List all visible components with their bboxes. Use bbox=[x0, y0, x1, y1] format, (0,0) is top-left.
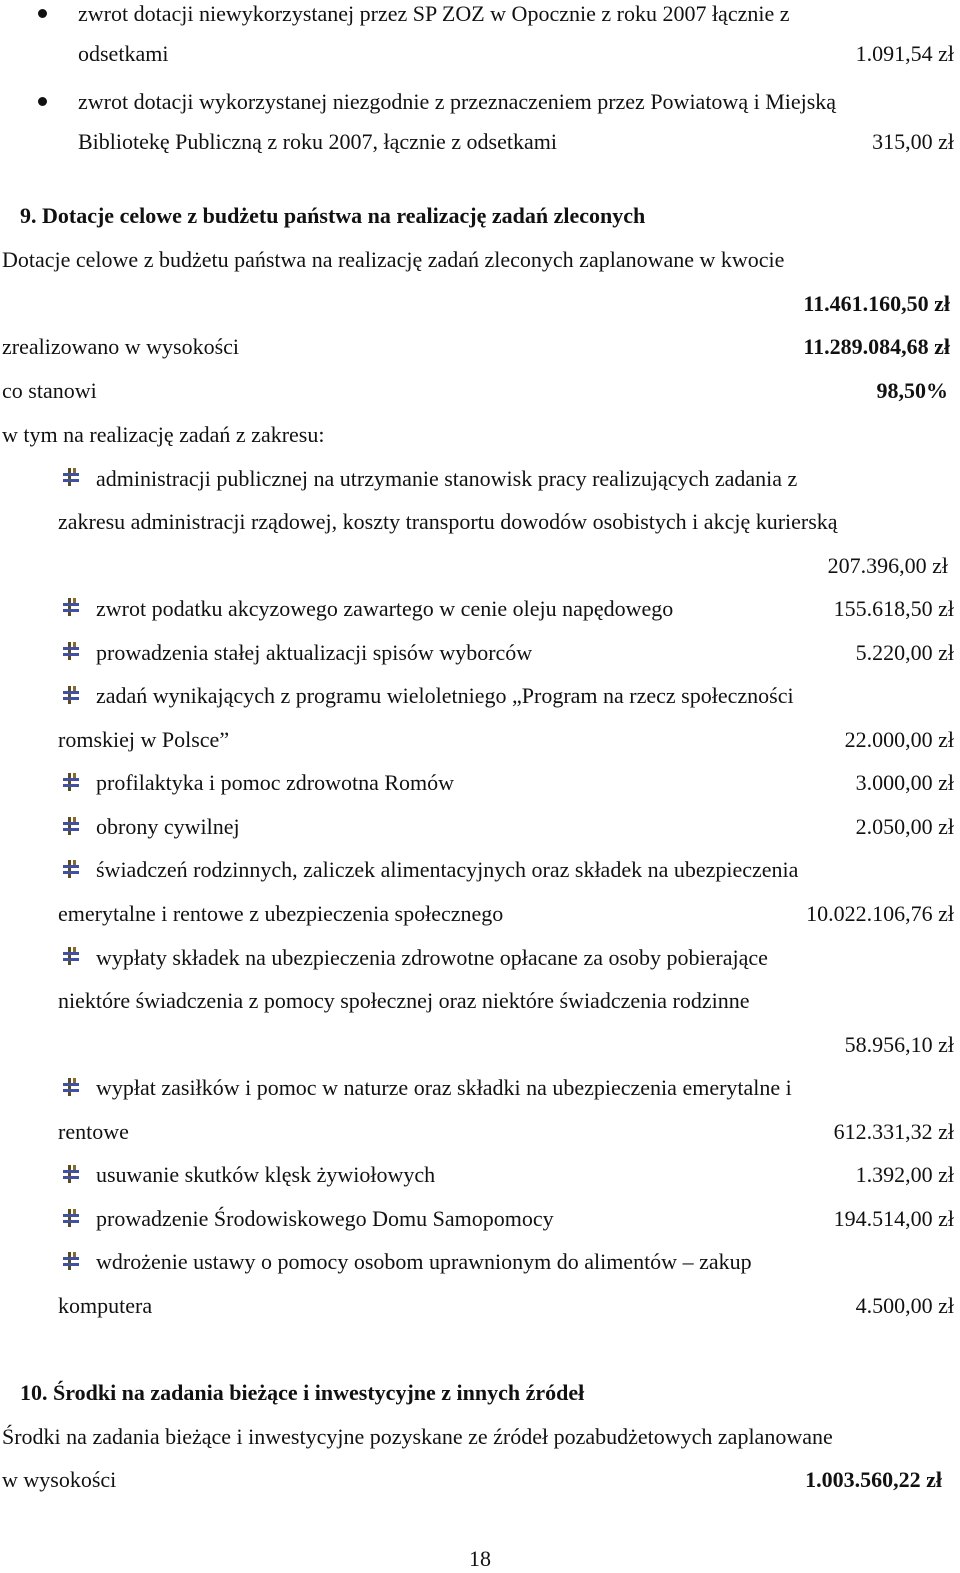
list-item-text: wypłaty składek na ubezpieczenia zdrowotne opłacane za osoby pobierające bbox=[96, 945, 768, 970]
list-bullet-icon bbox=[60, 860, 80, 878]
list-item-text: profilaktyka i pomoc zdrowotna Romów bbox=[96, 770, 455, 795]
bullet-dot bbox=[38, 97, 47, 106]
bullet-text: Bibliotekę Publiczną z roku 2007, łącznie z odsetkami bbox=[78, 129, 557, 154]
bullet-dot bbox=[38, 9, 47, 18]
list-item-text: romskiej w Polsce” bbox=[58, 727, 230, 752]
section-heading: 9. Dotacje celowe z budżetu państwa na realizację zadań zleconych bbox=[20, 203, 646, 228]
list-item-amount: 1.392,00 zł bbox=[855, 1162, 954, 1187]
ratio-label: co stanowi bbox=[2, 378, 97, 403]
list-bullet-icon bbox=[60, 1209, 80, 1227]
bullet-text: odsetkami bbox=[78, 41, 169, 66]
list-item-text: wypłat zasiłków i pomoc w naturze oraz składki na ubezpieczenia emerytalne i bbox=[96, 1075, 792, 1100]
realized-label: zrealizowano w wysokości bbox=[2, 334, 240, 359]
section10-amount: 1.003.560,22 zł bbox=[805, 1467, 942, 1492]
bullet-text: zwrot dotacji wykorzystanej niezgodnie z przeznaczeniem przez Powiatową i Miejską bbox=[78, 89, 837, 114]
list-item-amount: 207.396,00 zł bbox=[827, 553, 948, 578]
list-item-text: obrony cywilnej bbox=[96, 814, 240, 839]
list-item-text: zwrot podatku akcyzowego zawartego w cenie oleju napędowego bbox=[96, 596, 674, 621]
list-item-text: wdrożenie ustawy o pomocy osobom uprawnionym do alimentów – zakup bbox=[96, 1249, 752, 1274]
list-item-text: rentowe bbox=[58, 1119, 129, 1144]
list-bullet-icon bbox=[60, 468, 80, 486]
list-item-amount: 3.000,00 zł bbox=[855, 770, 954, 795]
list-item-text: zadań wynikających z programu wieloletniego „Program na rzecz społeczności bbox=[96, 683, 794, 708]
list-item-amount: 2.050,00 zł bbox=[855, 814, 954, 839]
list-item-text: prowadzenie Środowiskowego Domu Samopomocy bbox=[96, 1206, 554, 1231]
planned-text: Dotacje celowe z budżetu państwa na realizację zadań zleconych zaplanowane w kwocie bbox=[2, 247, 785, 272]
list-item-amount: 22.000,00 zł bbox=[844, 727, 954, 752]
list-item-amount: 4.500,00 zł bbox=[855, 1293, 954, 1318]
list-item-text: komputera bbox=[58, 1293, 153, 1318]
list-item-text: usuwanie skutków klęsk żywiołowych bbox=[96, 1162, 436, 1187]
list-item-amount: 155.618,50 zł bbox=[833, 596, 954, 621]
list-item-text: emerytalne i rentowe z ubezpieczenia społecznego bbox=[58, 901, 504, 926]
planned-amount: 11.461.160,50 zł bbox=[803, 291, 950, 316]
realized-amount: 11.289.084,68 zł bbox=[803, 334, 950, 359]
section10-text: Środki na zadania bieżące i inwestycyjne pozyskane ze źródeł pozabudżetowych zaplanowane bbox=[2, 1424, 833, 1449]
list-item-text: administracji publicznej na utrzymanie stanowisk pracy realizujących zadania z bbox=[96, 466, 798, 491]
list-item-amount: 194.514,00 zł bbox=[833, 1206, 954, 1231]
list-item-amount: 612.331,32 zł bbox=[833, 1119, 954, 1144]
list-item-text: prowadzenia stałej aktualizacji spisów wyborców bbox=[96, 640, 533, 665]
list-bullet-icon bbox=[60, 598, 80, 616]
section-heading: 10. Środki na zadania bieżące i inwestycyjne z innych źródeł bbox=[20, 1380, 585, 1405]
list-bullet-icon bbox=[60, 817, 80, 835]
list-bullet-icon bbox=[60, 1252, 80, 1270]
list-item-text: świadczeń rodzinnych, zaliczek alimentacyjnych oraz składek na ubezpieczenia bbox=[96, 857, 799, 882]
amount: 315,00 zł bbox=[872, 129, 954, 154]
amount: 1.091,54 zł bbox=[855, 41, 954, 66]
list-item-amount: 5.220,00 zł bbox=[855, 640, 954, 665]
list-item-text: niektóre świadczenia z pomocy społecznej oraz niektóre świadczenia rodzinne bbox=[58, 988, 750, 1013]
intro-text: w tym na realizację zadań z zakresu: bbox=[2, 422, 325, 447]
list-bullet-icon bbox=[60, 1165, 80, 1183]
list-item-text: zakresu administracji rządowej, koszty transportu dowodów osobistych i akcję kurierską bbox=[58, 509, 838, 534]
section10-text: w wysokości bbox=[2, 1467, 117, 1492]
list-item-amount: 10.022.106,76 zł bbox=[806, 901, 954, 926]
list-item-amount: 58.956,10 zł bbox=[844, 1032, 954, 1057]
list-bullet-icon bbox=[60, 642, 80, 660]
list-bullet-icon bbox=[60, 773, 80, 791]
ratio-value: 98,50% bbox=[876, 378, 948, 403]
page-number: 18 bbox=[469, 1546, 491, 1571]
list-bullet-icon bbox=[60, 947, 80, 965]
bullet-text: zwrot dotacji niewykorzystanej przez SP ZOZ w Opocznie z roku 2007 łącznie z bbox=[78, 1, 790, 26]
list-bullet-icon bbox=[60, 1078, 80, 1096]
list-bullet-icon bbox=[60, 686, 80, 704]
